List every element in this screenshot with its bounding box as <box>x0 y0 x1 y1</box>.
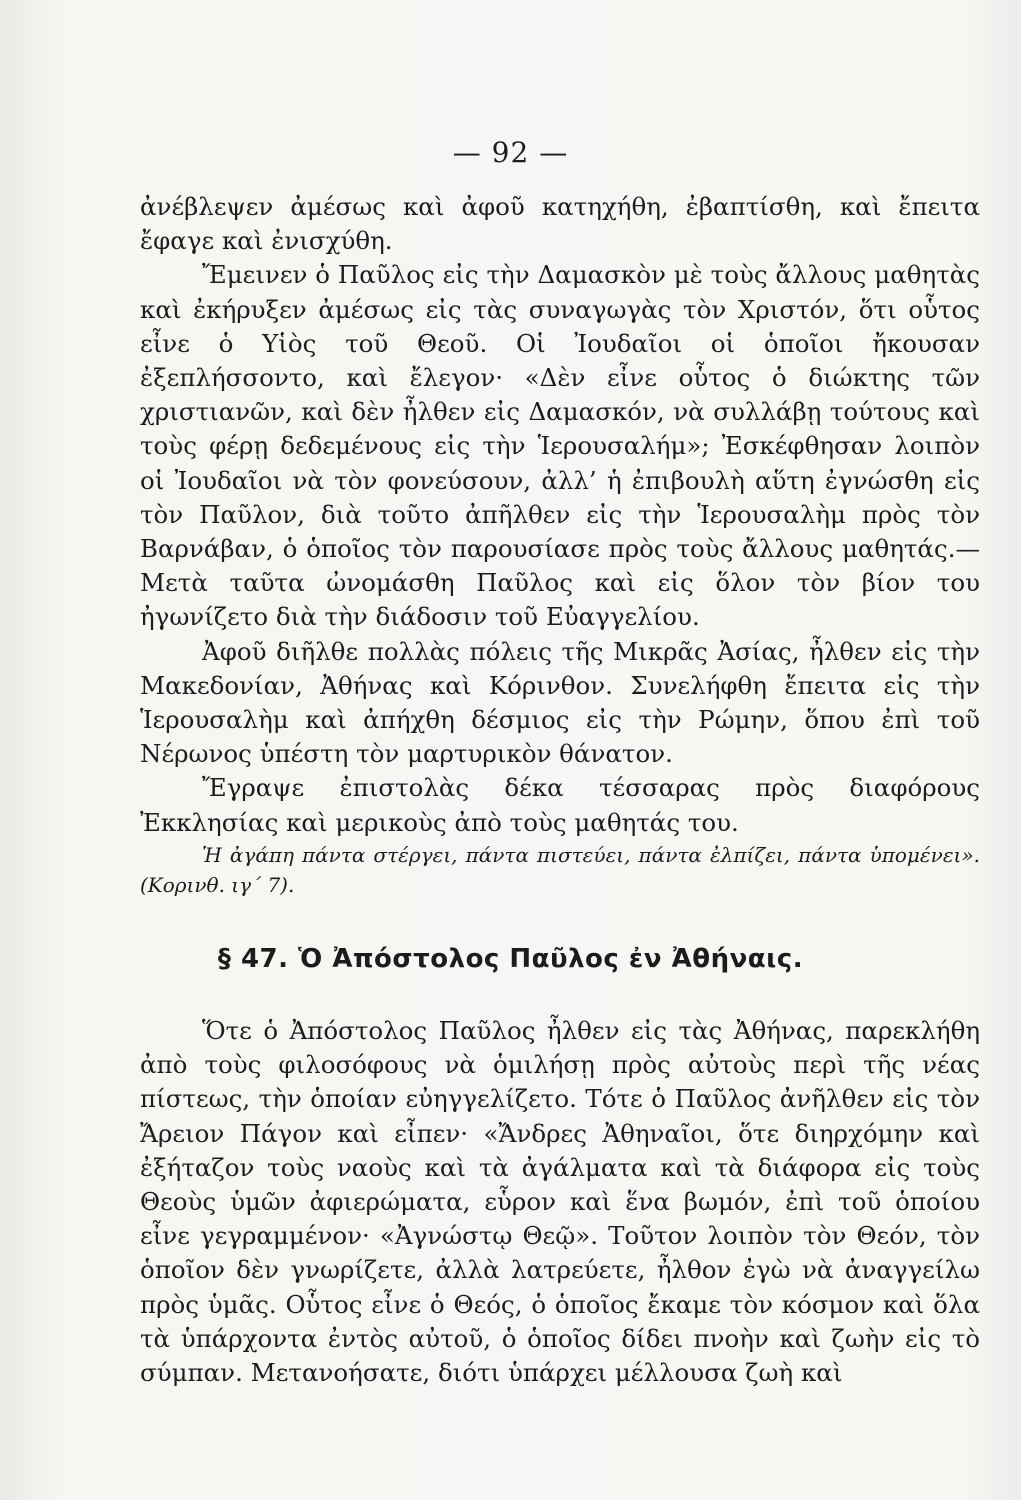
section-heading: § 47. Ὁ Ἀπόστολος Παῦλος ἐν Ἀθήναις. <box>217 944 804 974</box>
paragraph-athens: Ὅτε ὁ Ἀπόστολος Παῦλος ἦλθεν εἰς τὰς Ἀθήνας, παρεκλήθη ἀπὸ τοὺς φιλοσόφους νὰ ὁμιλήσῃ πρὸς αὐτοὺς περὶ τῆς νέας πίστεως, τὴν ὁποίαν εὐηγγελίζετο. Τότε ὁ Παῦλος ἀνῆλθεν εἰς τὸν Ἄρειον Πάγον καὶ εἶπεν· «Ἄνδρες Ἀθηναῖοι, ὅτε διηρχόμην καὶ ἐξήταζον τοὺς ναοὺς καὶ τὰ ἀγάλματα καὶ τὰ διάφορα εἰς τοὺς Θεοὺς ὑμῶν ἀφιερώματα, εὗρον καὶ ἕνα βωμόν, ἐπὶ τοῦ ὁποίου εἶνε γεγραμμένον· «Ἀγνώστῳ Θεῷ». Τοῦτον λοιπὸν τὸν Θεόν, τὸν ὁποῖον δὲν γνωρίζετε, ἀλλὰ λατρεύετε, ἦλθον ἐγὼ νὰ ἀναγγείλω πρὸς ὑμᾶς. Οὗτος εἶνε ὁ Θεός, ὁ ὁποῖος ἔκαμε τὸν κόσμον καὶ ὅλα τὰ ὑπάρχοντα ἐντὸς αὐτοῦ, ὁ ὁποῖος δίδει πνοὴν καὶ ζωὴν εἰς τὸ σύμπαν. Μετανοήσατε, διότι ὑπάρχει μέλλουσα ζωὴ καὶ <box>140 1016 980 1388</box>
paragraph-epistles: Ἔγραψε ἐπιστολὰς δέκα τέσσαρας πρὸς διαφόρους Ἐκκλησίας καὶ μερικοὺς ἀπὸ τοὺς μαθητάς του. <box>140 773 980 837</box>
scripture-quote: Ἡ ἀγάπη πάντα στέργει, πάντα πιστεύει, πάντα ἐλπίζει, πάντα ὑπομένει». (Κορινθ. ιγ΄ 7). <box>140 842 980 897</box>
body-text-block <box>140 190 980 900</box>
paragraph-damascus: Ἔμεινεν ὁ Παῦλος εἰς τὴν Δαμασκὸν μὲ τοὺς ἄλλους μαθητὰς καὶ ἐκήρυξεν ἀμέσως εἰς τὰς συναγωγὰς τὸν Χριστόν, ὅτι οὗτος εἶνε ὁ Υἱὸς τοῦ Θεοῦ. Οἱ Ἰουδαῖοι οἱ ὁποῖοι ἤκουσαν ἐξεπλήσσοντο, καὶ ἔλεγον· «Δὲν εἶνε οὗτος ὁ διώκτης τῶν χριστιανῶν, καὶ δὲν ἦλθεν εἰς Δαμασκόν, νὰ συλλάβῃ τούτους καὶ τοὺς φέρῃ δεδεμένους εἰς τὴν Ἱερουσαλήμ»; Ἐσκέφθησαν λοιπὸν οἱ Ἰουδαῖοι νὰ τὸν φονεύσουν, ἀλλ’ ἡ ἐπιβουλὴ αὕτη ἐγνώσθη εἰς τὸν Παῦλον, διὰ τοῦτο ἀπῆλθεν εἰς τὴν Ἱερουσαλὴμ πρὸς τὸν Βαρνάβαν, ὁ ὁποῖος τὸν παρουσίασε πρὸς τοὺς ἄλλους μαθητάς.— Μετὰ ταῦτα ὠνομάσθη Παῦλος καὶ εἰς ὅλον τὸν βίον του ἠγωνίζετο διὰ τὴν διάδοσιν τοῦ Εὐαγγελίου. <box>140 260 980 632</box>
paragraph-continuation: ἀνέβλεψεν ἀμέσως καὶ ἀφοῦ κατηχήθη, ἐβαπτίσθη, καὶ ἔπειτα ἔφαγε καὶ ἐνισχύθη. <box>140 192 980 256</box>
section-body <box>140 1014 980 1390</box>
page-number: — 92 — <box>452 136 569 169</box>
paragraph-travels: Ἀφοῦ διῆλθε πολλὰς πόλεις τῆς Μικρᾶς Ἀσίας, ἦλθεν εἰς τὴν Μακεδονίαν, Ἀθήνας καὶ Κόρινθον. Συνελήφθη ἔπειτα εἰς τὴν Ἱερουσαλὴμ καὶ ἀπήχθη δέσμιος εἰς τὴν Ρώμην, ὅπου ἐπὶ τοῦ Νέρωνος ὑπέστη τὸν μαρτυρικὸν θάνατον. <box>140 636 980 769</box>
